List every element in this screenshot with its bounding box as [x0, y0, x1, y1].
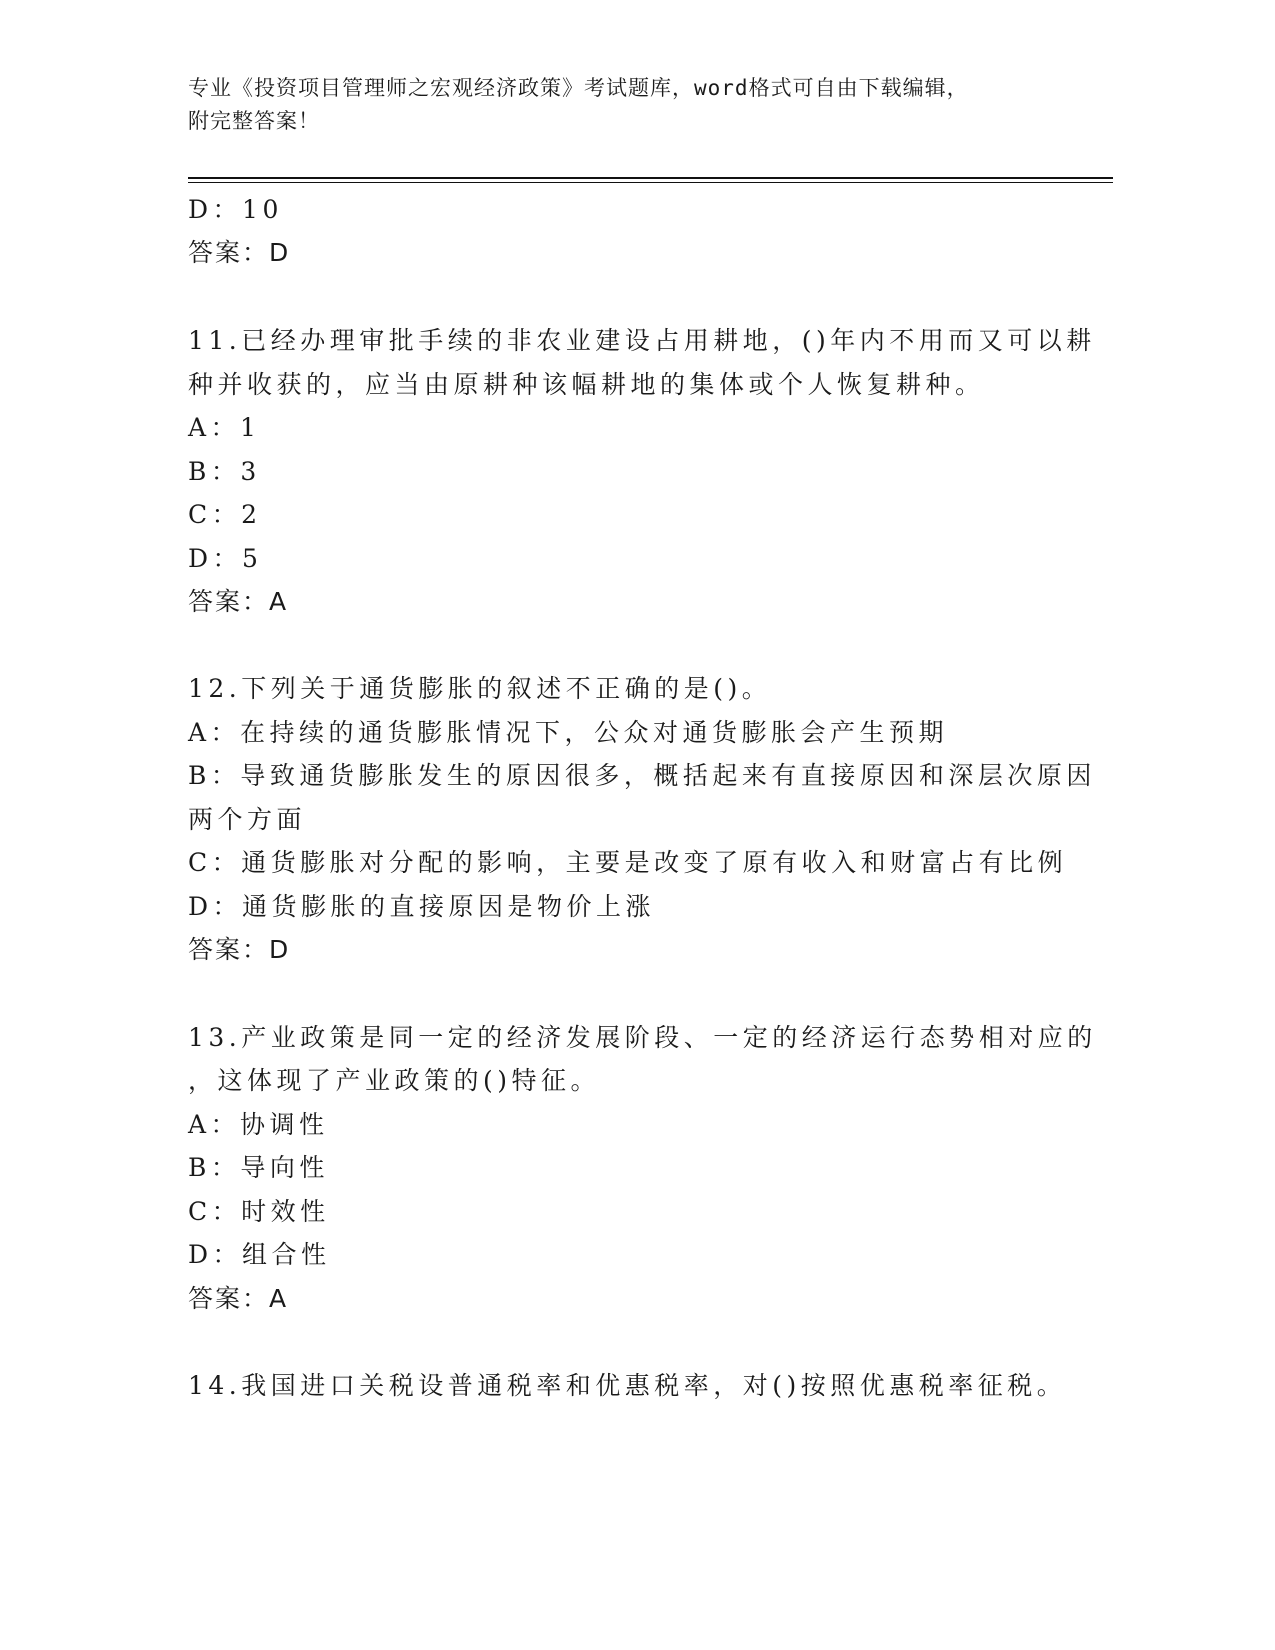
q13-option-c: C：时效性 — [188, 1197, 330, 1226]
q12-option-b-line-2: 两个方面 — [188, 805, 307, 834]
q12-option-d: D：通货膨胀的直接原因是物价上涨 — [188, 892, 656, 921]
header-divider-thick — [188, 177, 1113, 179]
q13-answer: 答案：A — [188, 1284, 289, 1313]
q11-option-b: B：3 — [188, 457, 261, 486]
q13-option-d: D：组合性 — [188, 1240, 331, 1269]
header-line-1: 专业《投资项目管理师之宏观经济政策》考试题库，word格式可自由下载编辑， — [188, 76, 969, 100]
q13-option-b: B：导向性 — [188, 1153, 329, 1182]
q13-option-a: A：协调性 — [188, 1110, 329, 1139]
q13-stem-line-1: 13.产业政策是同一定的经济发展阶段、一定的经济运行态势相对应的 — [188, 1023, 1097, 1052]
header-line-2: 附完整答案！ — [188, 109, 320, 133]
q10-answer: 答案：D — [188, 238, 291, 267]
q12-option-c: C：通货膨胀对分配的影响，主要是改变了原有收入和财富占有比例 — [188, 848, 1068, 877]
header-divider-thin — [188, 182, 1113, 183]
q12-option-a: A：在持续的通货膨胀情况下，公众对通货膨胀会产生预期 — [188, 718, 949, 747]
q11-option-d: D：5 — [188, 544, 263, 573]
q11-stem-line-1: 11.已经办理审批手续的非农业建设占用耕地，()年内不用而又可以耕 — [188, 326, 1096, 355]
document-header — [188, 72, 1068, 138]
q13-stem-line-2: ，这体现了产业政策的()特征。 — [188, 1066, 601, 1095]
q12-stem: 12.下列关于通货膨胀的叙述不正确的是()。 — [188, 674, 772, 703]
q12-option-b-line-1: B：导致通货膨胀发生的原因很多，概括起来有直接原因和深层次原因 — [188, 761, 1096, 790]
q11-stem-line-2: 种并收获的，应当由原耕种该幅耕地的集体或个人恢复耕种。 — [188, 370, 985, 399]
q11-answer: 答案：A — [188, 587, 289, 616]
q11-option-c: C：2 — [188, 500, 262, 529]
q10-option-d: D：10 — [188, 195, 283, 224]
q14-stem: 14.我国进口关税设普通税率和优惠税率，对()按照优惠税率征税。 — [188, 1371, 1067, 1400]
q12-answer: 答案：D — [188, 935, 291, 964]
q11-option-a: A：1 — [188, 413, 261, 442]
